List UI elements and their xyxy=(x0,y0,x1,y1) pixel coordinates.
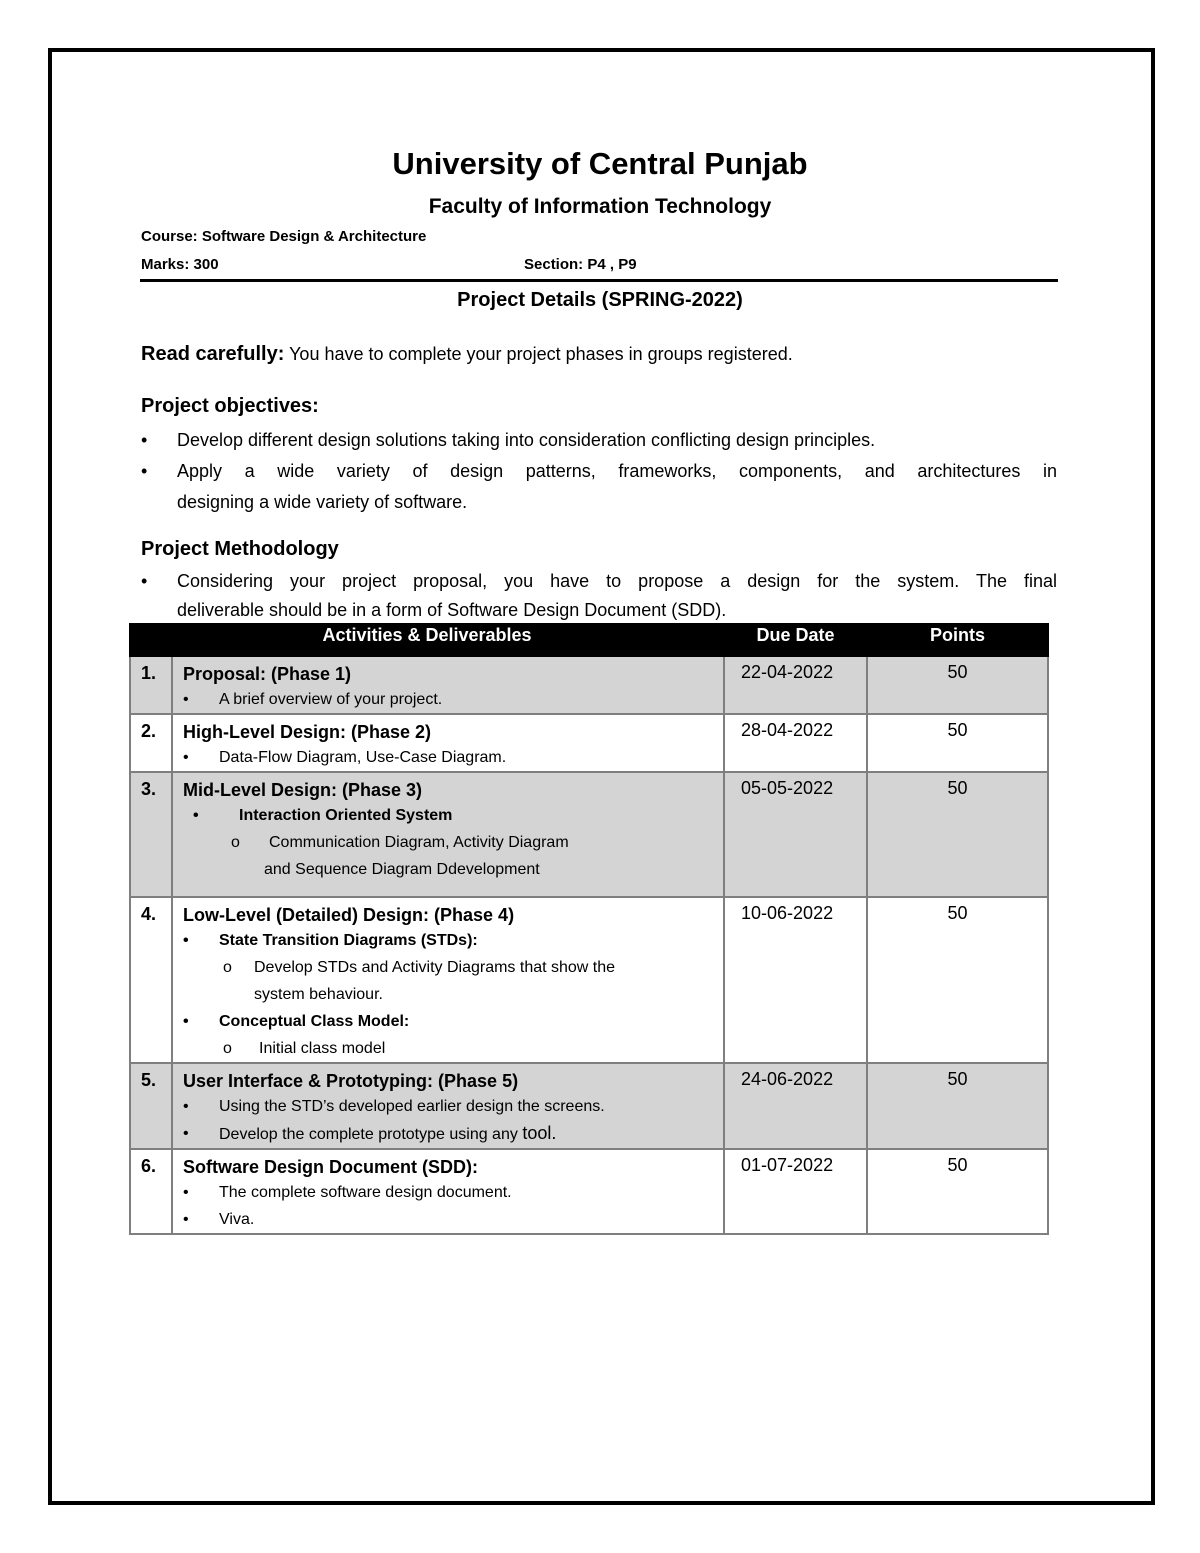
col-due-date: Due Date xyxy=(724,624,867,656)
activity-subitem: o Initial class model xyxy=(183,1035,723,1062)
circle-bullet-icon: o xyxy=(231,834,240,851)
activity-cell xyxy=(172,1149,724,1234)
activity-cell xyxy=(172,1063,724,1149)
activity-title: Mid-Level Design: (Phase 3) xyxy=(183,780,423,800)
table-row xyxy=(130,1149,1048,1234)
table-header-row xyxy=(130,624,1048,656)
bullet-icon: • xyxy=(183,1013,189,1030)
table-row xyxy=(130,772,1048,897)
row-number: 5. xyxy=(130,1063,172,1149)
points: 50 xyxy=(867,656,1048,714)
section-label: Section: P4 , P9 xyxy=(524,256,637,273)
read-carefully-text: You have to complete your project phases in groups registered. xyxy=(289,344,793,364)
activity-item: • A brief overview of your project. xyxy=(183,686,723,713)
activity-subheading: • State Transition Diagrams (STDs): xyxy=(183,927,723,954)
points: 50 xyxy=(867,1149,1048,1234)
activity-title: Low-Level (Detailed) Design: (Phase 4) xyxy=(183,905,515,925)
points: 50 xyxy=(867,772,1048,897)
read-carefully-label: Read carefully: xyxy=(141,343,285,365)
due-date: 05-05-2022 xyxy=(724,772,867,897)
objective-item-continued: designing a wide variety of software. xyxy=(177,492,468,512)
course-label: Course: Software Design & Architecture xyxy=(141,228,427,245)
activity-subitem-continued: and Sequence Diagram Ddevelopment xyxy=(264,861,540,878)
col-activities: Activities & Deliverables xyxy=(130,624,724,656)
activity-title: User Interface & Prototyping: (Phase 5) xyxy=(183,1071,519,1091)
activity-title: Software Design Document (SDD): xyxy=(183,1157,479,1177)
table-row xyxy=(130,897,1048,1063)
activity-subitem-continued: system behaviour. xyxy=(254,986,383,1003)
row-number: 4. xyxy=(130,897,172,1063)
activity-subitem: o Communication Diagram, Activity Diagram xyxy=(183,829,723,856)
row-number: 6. xyxy=(130,1149,172,1234)
objectives-heading: Project objectives: xyxy=(141,395,319,417)
objective-item: • Apply a wide variety of design patterns, frameworks, components, and architectures in xyxy=(141,456,1057,487)
activity-subheading: • Interaction Oriented System xyxy=(193,802,723,829)
bullet-icon: • xyxy=(141,461,148,481)
activity-item: • Using the STD’s developed earlier design the screens. xyxy=(183,1093,723,1120)
row-number: 1. xyxy=(130,656,172,714)
points: 50 xyxy=(867,714,1048,772)
points: 50 xyxy=(867,1063,1048,1149)
due-date: 01-07-2022 xyxy=(724,1149,867,1234)
objective-item: • Develop different design solutions taking into consideration conflicting design principles. xyxy=(141,425,1057,456)
due-date: 24-06-2022 xyxy=(724,1063,867,1149)
methodology-heading: Project Methodology xyxy=(141,538,339,560)
table-row xyxy=(130,656,1048,714)
circle-bullet-icon: o xyxy=(223,1040,232,1057)
activity-cell xyxy=(172,897,724,1063)
read-carefully xyxy=(141,343,793,366)
activity-item: • Develop the complete prototype using any tool. xyxy=(183,1120,723,1148)
due-date: 22-04-2022 xyxy=(724,656,867,714)
methodology-item-continued: deliverable should be in a form of Software Design Document (SDD). xyxy=(177,600,727,620)
due-date: 10-06-2022 xyxy=(724,897,867,1063)
deliverables-table xyxy=(129,623,1049,1235)
col-points: Points xyxy=(867,624,1048,656)
activity-title: High-Level Design: (Phase 2) xyxy=(183,722,432,742)
circle-bullet-icon: o xyxy=(223,959,232,976)
bullet-icon: • xyxy=(183,1184,189,1201)
activity-item: • The complete software design document. xyxy=(183,1179,723,1206)
bullet-icon: • xyxy=(141,571,148,591)
marks-label: Marks: 300 xyxy=(141,256,219,273)
faculty-subtitle: Faculty of Information Technology xyxy=(428,195,772,218)
activity-cell xyxy=(172,714,724,772)
row-number: 3. xyxy=(130,772,172,897)
row-number: 2. xyxy=(130,714,172,772)
points: 50 xyxy=(867,897,1048,1063)
table-row xyxy=(130,1063,1048,1149)
activity-item: • Viva. xyxy=(183,1206,723,1233)
bullet-icon: • xyxy=(183,1098,189,1115)
methodology-item: • Considering your project proposal, you have to propose a design for the system. The final xyxy=(141,566,1057,597)
bullet-icon: • xyxy=(183,1125,189,1142)
bullet-icon: • xyxy=(183,749,189,766)
activity-item: • Data-Flow Diagram, Use-Case Diagram. xyxy=(183,744,723,771)
project-title: Project Details (SPRING-2022) xyxy=(457,289,743,311)
university-title: University of Central Punjab xyxy=(392,146,808,181)
bullet-icon: • xyxy=(183,1211,189,1228)
bullet-icon: • xyxy=(141,430,148,450)
activity-subheading: • Conceptual Class Model: xyxy=(183,1008,723,1035)
bullet-icon: • xyxy=(193,807,199,824)
table-row xyxy=(130,714,1048,772)
activity-subitem: o Develop STDs and Activity Diagrams that show the xyxy=(183,954,723,981)
bullet-icon: • xyxy=(183,932,189,949)
activity-title: Proposal: (Phase 1) xyxy=(183,664,352,684)
activity-cell xyxy=(172,772,724,897)
header-divider xyxy=(140,279,1058,282)
activity-cell xyxy=(172,656,724,714)
bullet-icon: • xyxy=(183,691,189,708)
due-date: 28-04-2022 xyxy=(724,714,867,772)
